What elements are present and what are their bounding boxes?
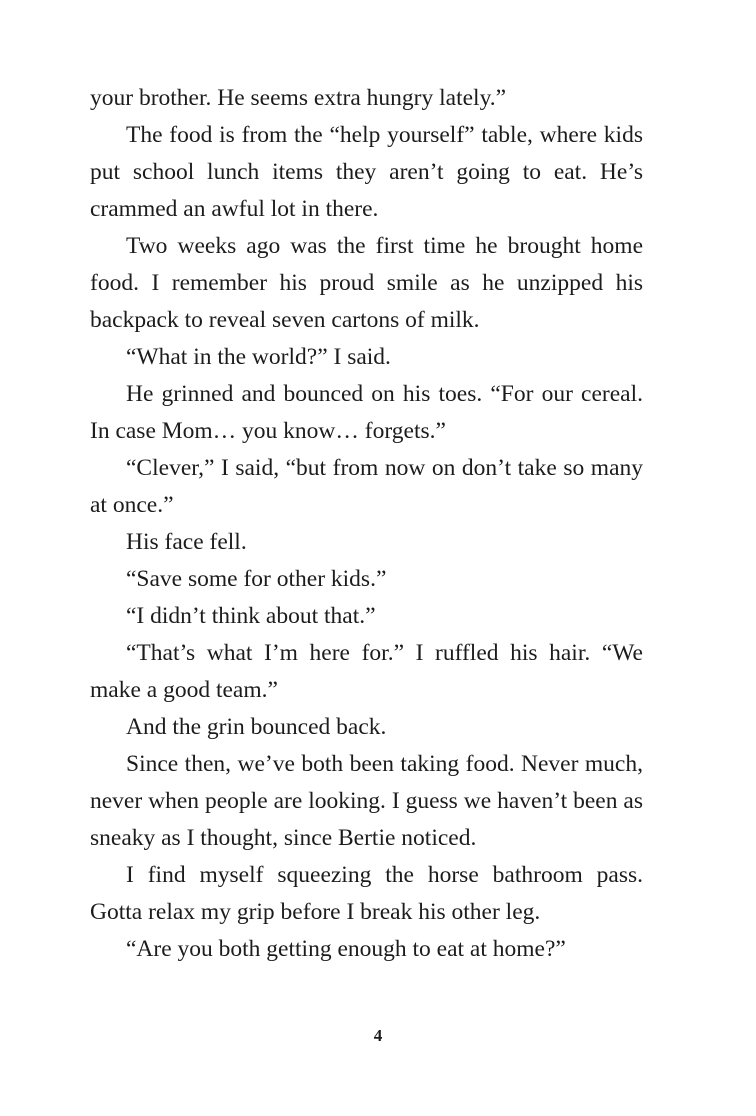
paragraph: The food is from the “help yourself” table, where kids put school lunch items they aren’t going to eat. He’s crammed an awful lot in there. (90, 122, 643, 222)
paragraph-continued: your brother. He seems extra hungry lately.” (90, 85, 507, 111)
paragraph: “Are you both getting enough to eat at home?” (126, 936, 566, 962)
paragraph: And the grin bounced back. (126, 714, 387, 740)
paragraph: His face fell. (126, 529, 247, 555)
paragraph: “What in the world?” I said. (126, 344, 391, 370)
paragraph: “Clever,” I said, “but from now on don’t take so many at once.” (90, 455, 643, 518)
page-body (90, 80, 643, 968)
paragraph: “That’s what I’m here for.” I ruffled his hair. “We make a good team.” (90, 640, 643, 703)
paragraph: He grinned and bounced on his toes. “For our cereal. In case Mom… you know… forgets.” (90, 381, 643, 444)
paragraph: “Save some for other kids.” (126, 566, 387, 592)
page-number: 4 (373, 1026, 383, 1045)
paragraph: Two weeks ago was the first time he brought home food. I remember his proud smile as he unzipped his backpack to reveal seven cartons of milk. (90, 233, 643, 333)
paragraph: I find myself squeezing the horse bathroom pass. Gotta relax my grip before I break his other leg. (90, 862, 643, 925)
paragraph: “I didn’t think about that.” (126, 603, 376, 629)
paragraph: Since then, we’ve both been taking food. Never much, never when people are looking. I guess we haven’t been as sneaky as I thought, since Bertie noticed. (90, 751, 643, 851)
